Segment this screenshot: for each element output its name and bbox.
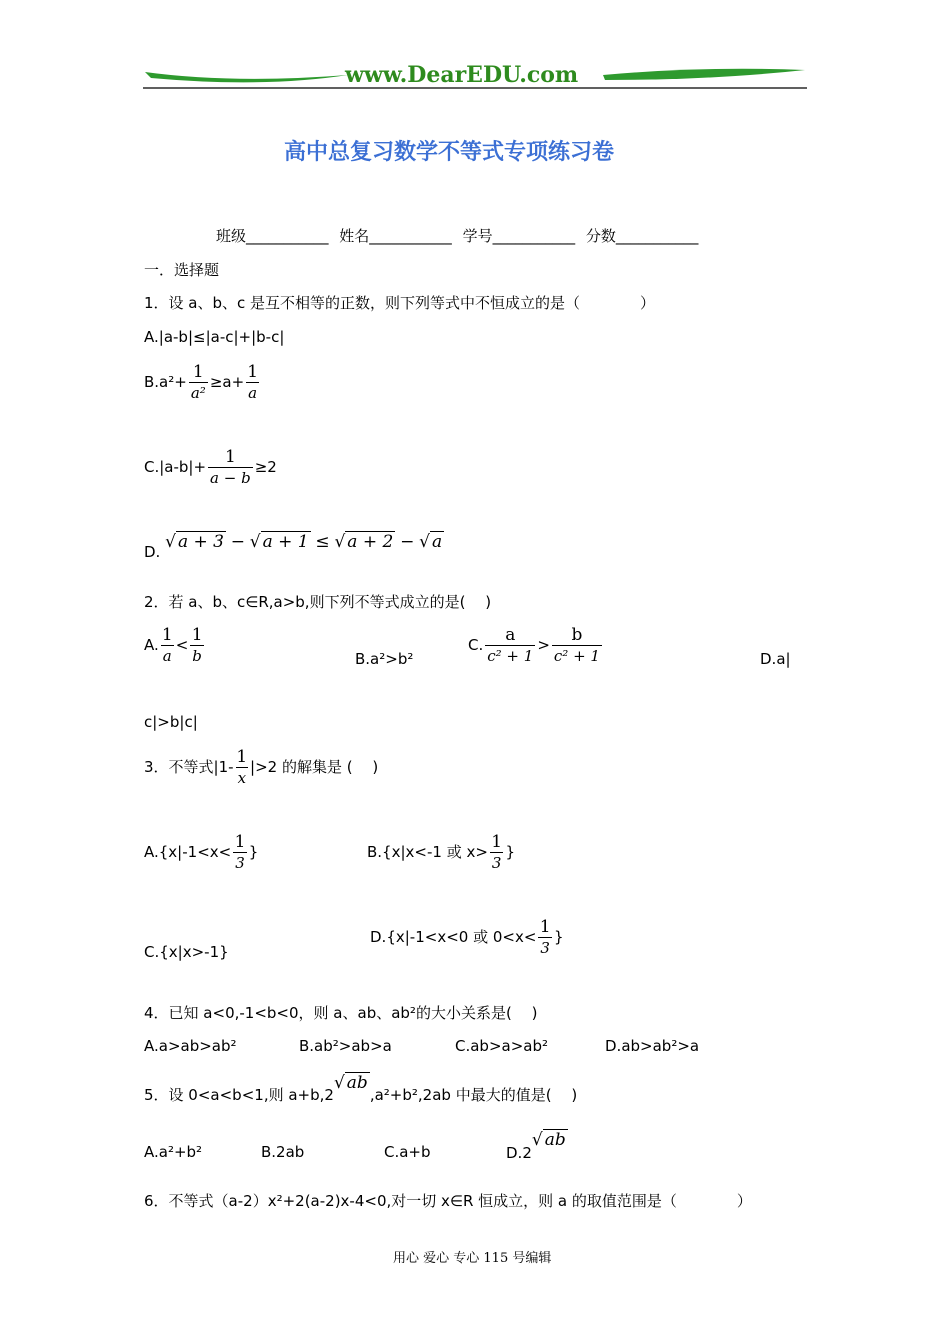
q5-option-d: D.2√ ab	[506, 1130, 566, 1162]
q1-stem: 1．设 a、b、c 是互不相等的正数，则下列等式中不恒成立的是（ ）	[144, 294, 656, 312]
q1-option-b: B.a²+ $\frac{1}{\text{a²}}$ ≥a+ $\frac{1}{a}$	[144, 362, 259, 402]
q5-sqrt: √ ab	[333, 1073, 368, 1093]
q1-b-fraction-2: $\frac{1}{a}$	[247, 362, 259, 402]
q1-d-sqrt-4: √ a	[419, 532, 443, 552]
section-heading: 一．选择题	[144, 261, 220, 279]
q3-option-b: B.{x|x<-1 或 x> $\frac{1}{3}$ }	[367, 832, 516, 872]
q2-stem: 2．若 a、b、c∈R,a>b,则下列不等式成立的是( )	[144, 593, 492, 611]
name-field: 姓名___________	[339, 227, 452, 245]
q2-option-a: A. $\frac{1}{a}$ < $\frac{1}{b}$	[144, 625, 203, 665]
q3-option-d: D.{x|-1<x<0 或 0<x< $\frac{1}{3}$ }	[370, 917, 564, 957]
q6-stem: 6．不等式（a-2）x²+2(a-2)x-4<0,对一切 x∈R 恒成立，则 a 的取值范围是（ ）	[144, 1192, 752, 1210]
q2-option-d-part1: D.a|	[760, 650, 791, 668]
q5-option-b: B.2ab	[261, 1143, 305, 1161]
q5-stem: 5．设 0<a<b<1,则 a+b,2√ ab,a²+b²,2ab 中最大的值是( )	[144, 1073, 578, 1104]
left-swoosh	[145, 72, 348, 82]
class-field: 班级___________	[216, 227, 329, 245]
q1-c-fraction: $\frac{1}{a - b}$	[210, 447, 251, 487]
page-footer: 用心 爱心 专心 115 号编辑	[393, 1251, 552, 1266]
q3-option-a: A.{x|-1<x< $\frac{1}{3}$ }	[144, 832, 259, 872]
q2-option-b: B.a²>b²	[355, 650, 414, 668]
q1-option-c: C.|a-b|+ $\frac{1}{a - b}$ ≥2	[144, 447, 277, 487]
q4-option-c: C.ab>a>ab²	[455, 1037, 549, 1055]
q4-option-a: A.a>ab>ab²	[144, 1037, 237, 1055]
q1-b-fraction-1: $\frac{1}{\text{a²}}$	[190, 362, 206, 402]
q2-option-d-part2: c|>b|c|	[144, 713, 198, 731]
q3-option-c: C.{x|x>-1}	[144, 943, 229, 961]
q1-d-sqrt-2: √ a + 1	[249, 532, 309, 552]
header-logo-text: www.DearEDU.com	[345, 62, 579, 88]
right-swoosh	[603, 69, 805, 80]
page-title: 高中总复习数学不等式专项练习卷	[284, 139, 615, 165]
q1-option-a: A.|a-b|≤|a-c|+|b-c|	[144, 328, 285, 346]
score-field: 分数___________	[585, 227, 699, 245]
q1-d-sqrt-1: √ a + 3	[165, 532, 224, 552]
q4-stem: 4．已知 a<0,-1<b<0，则 a、ab、ab²的大小关系是( )	[144, 1004, 538, 1022]
q4-option-b: B.ab²>ab>a	[299, 1037, 392, 1055]
q5-option-c: C.a+b	[384, 1143, 431, 1161]
q1-option-d: D. √ a + 3 − √ a + 1 ≤ √ a + 2 − √ a	[144, 532, 443, 561]
q2-option-c: C. $\frac{a}{\text{c² + 1}}$ > $\frac{b}{\text{c² + 1}}$	[468, 625, 600, 665]
student-id-field: 学号___________	[462, 227, 576, 245]
info-line	[216, 225, 698, 246]
q3-stem: 3．不等式|1- $\frac{1}{x}$ |>2 的解集是 ( )	[144, 747, 379, 787]
q5-option-a: A.a²+b²	[144, 1143, 203, 1161]
q1-d-sqrt-3: √ a + 2	[334, 532, 394, 552]
q4-option-d: D.ab>ab²>a	[605, 1037, 700, 1055]
